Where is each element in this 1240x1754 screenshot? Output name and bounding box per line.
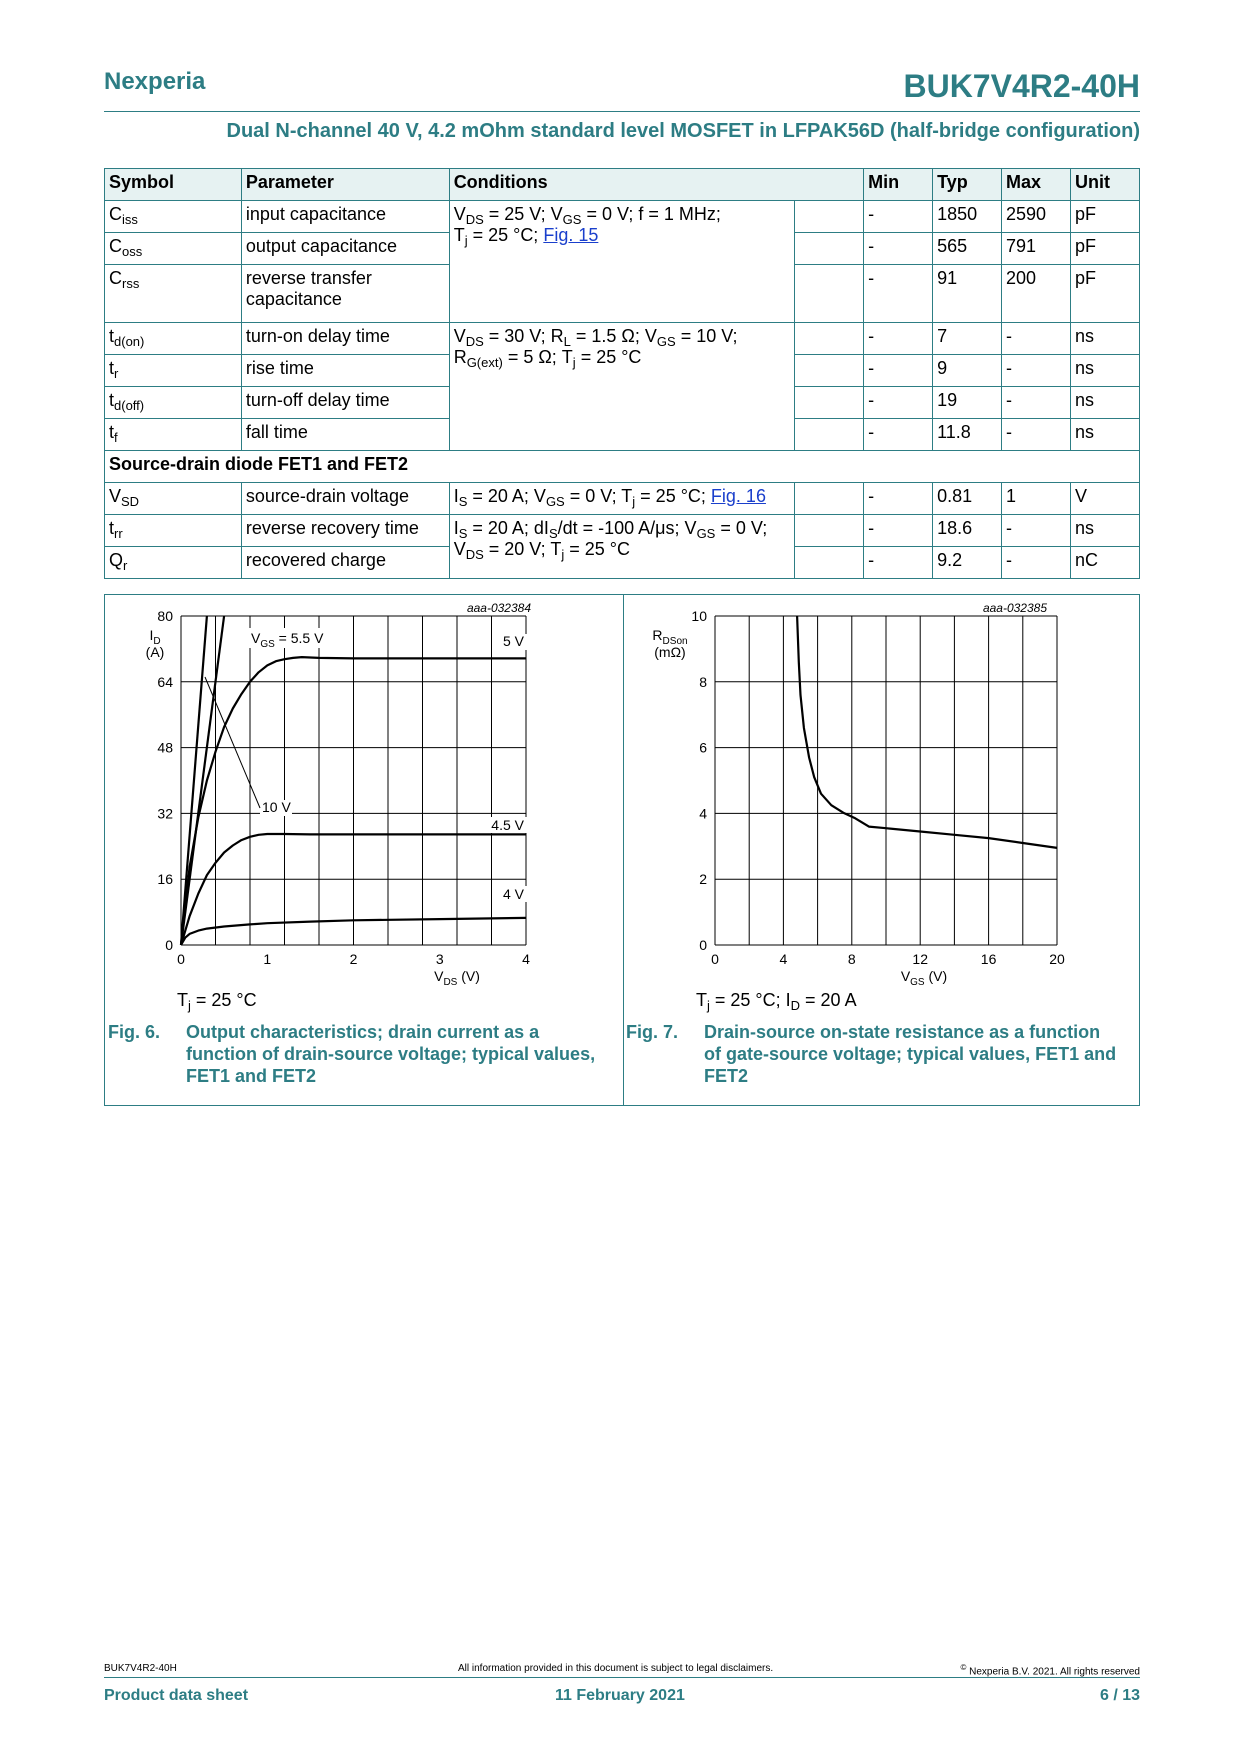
cond-text: I xyxy=(453,518,459,538)
symbol-cell xyxy=(105,355,242,387)
y-label-main: R xyxy=(652,627,663,643)
y-tick-label: 48 xyxy=(157,739,173,756)
symbol-subscript: rss xyxy=(122,276,140,291)
symbol-subscript: f xyxy=(114,430,118,445)
max-cell: - xyxy=(1002,355,1071,387)
x-label-sub: DS xyxy=(443,977,458,988)
series-label-part: V xyxy=(251,630,261,646)
max-cell: - xyxy=(1002,547,1071,579)
parameter-cell: fall time xyxy=(241,419,449,451)
x-tick-label: 4 xyxy=(779,951,788,967)
empty-cell xyxy=(795,547,864,579)
cond-text: = 0 V; xyxy=(715,518,768,538)
chart-ticks xyxy=(157,608,530,967)
parameter-cell: recovered charge xyxy=(241,547,449,579)
symbol-subscript: r xyxy=(114,366,119,381)
cond-text: V xyxy=(453,326,466,346)
fig7-condition xyxy=(696,990,857,1011)
conditions-cell-vsd xyxy=(449,483,795,515)
fig7-caption xyxy=(626,1021,1136,1091)
y-label-sub: DSon xyxy=(662,636,688,647)
cond-sub: j xyxy=(707,998,710,1013)
min-cell: - xyxy=(864,201,933,233)
symbol-cell xyxy=(105,419,242,451)
min-cell: - xyxy=(864,547,933,579)
y-tick-label: 10 xyxy=(691,608,707,624)
cond-text: = 1.5 Ω; V xyxy=(570,326,657,346)
x-tick-label: 8 xyxy=(847,951,856,967)
typ-cell: 9 xyxy=(933,355,1002,387)
y-tick-label: 0 xyxy=(699,937,707,953)
series-label-sub: GS xyxy=(260,639,275,650)
characteristics-table xyxy=(104,168,1140,579)
max-cell: - xyxy=(1002,323,1071,355)
max-cell: 200 xyxy=(1002,265,1071,323)
header-min: Min xyxy=(864,169,933,201)
cond-text: = 25 °C; I xyxy=(709,990,791,1010)
unit-cell: ns xyxy=(1070,515,1139,547)
symbol-text: t xyxy=(109,390,115,410)
parameter-cell: rise time xyxy=(241,355,449,387)
typ-cell: 91 xyxy=(933,265,1002,323)
y-tick-label: 0 xyxy=(165,937,173,953)
max-cell: - xyxy=(1002,515,1071,547)
cond-text: = 25 °C; xyxy=(635,486,711,506)
cond-text: = 30 V; R xyxy=(483,326,564,346)
unit-cell: ns xyxy=(1070,419,1139,451)
y-tick-label: 6 xyxy=(699,739,707,756)
symbol-cell xyxy=(105,265,242,323)
y-label-sub: D xyxy=(153,636,161,647)
symbol-text: V xyxy=(109,486,122,506)
unit-cell: ns xyxy=(1070,355,1139,387)
x-tick-label: 2 xyxy=(349,951,358,967)
cond-sub: j xyxy=(561,547,565,562)
x-tick-label: 4 xyxy=(522,951,530,967)
footer-divider xyxy=(104,1677,1140,1678)
series-label-10v: 10 V xyxy=(262,799,291,815)
typ-cell: 565 xyxy=(933,233,1002,265)
symbol-text: Q xyxy=(109,550,124,570)
chart-id-label: aaa-032384 xyxy=(466,601,531,615)
symbol-cell xyxy=(105,483,242,515)
min-cell: - xyxy=(864,355,933,387)
header-unit: Unit xyxy=(1070,169,1139,201)
caption-line: Output characteristics; drain current as a xyxy=(186,1022,540,1042)
symbol-cell xyxy=(105,233,242,265)
cond-text: = 25 °C; xyxy=(467,225,544,245)
cond-text: = 25 °C xyxy=(564,539,630,559)
footer-doc-id: BUK7V4R2-40H xyxy=(104,1663,177,1674)
symbol-cell xyxy=(105,323,242,355)
typ-cell: 7 xyxy=(933,323,1002,355)
footer-disclaimer: All information provided in this document is subject to legal disclaimers. xyxy=(458,1663,774,1674)
section-title: Source-drain diode FET1 and FET2 xyxy=(105,451,1140,483)
unit-cell: pF xyxy=(1070,265,1139,323)
cond-text: T xyxy=(453,225,465,245)
empty-cell xyxy=(795,419,864,451)
cond-text: = 5 Ω; T xyxy=(502,347,573,367)
footer-copyright xyxy=(960,1663,1140,1677)
fig-15-link[interactable]: Fig. 15 xyxy=(543,225,599,245)
footer-doc-type: Product data sheet xyxy=(104,1687,249,1704)
y-tick-label: 64 xyxy=(157,673,173,690)
empty-cell xyxy=(795,201,864,233)
y-tick-label: 2 xyxy=(699,871,707,888)
cond-sub: G(ext) xyxy=(466,355,503,370)
symbol-text: C xyxy=(109,204,122,224)
cond-sub: GS xyxy=(656,334,676,349)
x-axis-label xyxy=(434,968,480,988)
parameter-cell: reverse recovery time xyxy=(241,515,449,547)
symbol-subscript: r xyxy=(123,558,128,573)
chart-ticks xyxy=(691,608,1065,967)
symbol-cell xyxy=(105,387,242,419)
fig-16-link[interactable]: Fig. 16 xyxy=(710,486,766,506)
symbol-subscript: d(off) xyxy=(114,398,145,413)
copyright-text: Nexperia B.V. 2021. All rights reserved xyxy=(966,1666,1140,1678)
cond-sub: S xyxy=(458,526,468,541)
conditions-cell-switching xyxy=(449,323,795,451)
x-tick-label: 3 xyxy=(435,951,444,967)
table-row xyxy=(105,201,1140,233)
x-tick-label: 0 xyxy=(711,951,719,967)
caption-line: FET2 xyxy=(704,1066,749,1086)
parameter-cell: source-drain voltage xyxy=(241,483,449,515)
cond-sub: GS xyxy=(696,526,716,541)
cond-sub: j xyxy=(464,233,468,248)
cond-sub: DS xyxy=(465,212,484,227)
x-label-main: V xyxy=(900,968,911,984)
empty-cell xyxy=(795,483,864,515)
header-parameter: Parameter xyxy=(241,169,449,201)
parameter-cell: reverse transfer capacitance xyxy=(241,265,449,323)
symbol-text: t xyxy=(109,518,115,538)
unit-cell: ns xyxy=(1070,323,1139,355)
cond-text: T xyxy=(696,990,707,1010)
fig7-number: Fig. 7. xyxy=(626,1022,679,1042)
empty-cell xyxy=(795,515,864,547)
part-number: BUK7V4R2-40H xyxy=(903,68,1140,104)
symbol-subscript: rr xyxy=(114,526,123,541)
cond-sub: j xyxy=(632,494,636,509)
min-cell: - xyxy=(864,387,933,419)
header-divider xyxy=(104,111,1140,112)
symbol-cell xyxy=(105,515,242,547)
parameter-cell: turn-on delay time xyxy=(241,323,449,355)
symbol-cell xyxy=(105,547,242,579)
table-row xyxy=(105,323,1140,355)
y-tick-label: 16 xyxy=(157,871,173,888)
document-subtitle: Dual N-channel 40 V, 4.2 mOhm standard level MOSFET in LFPAK56D (half-bridge configuration) xyxy=(226,120,1140,142)
parameter-cell: turn-off delay time xyxy=(241,387,449,419)
cond-text: /dt = -100 A/μs; V xyxy=(557,518,697,538)
series-label-4v: 4 V xyxy=(502,886,524,902)
cond-text: = 20 A; dI xyxy=(467,518,549,538)
fig6-caption xyxy=(108,1021,618,1091)
typ-cell: 18.6 xyxy=(933,515,1002,547)
typ-cell: 0.81 xyxy=(933,483,1002,515)
symbol-subscript: SD xyxy=(121,494,140,509)
cond-sub: S xyxy=(548,526,558,541)
conditions-cell-recovery xyxy=(449,515,795,579)
fig6-number: Fig. 6. xyxy=(108,1022,161,1042)
fig6-condition xyxy=(177,990,257,1011)
typ-cell: 1850 xyxy=(933,201,1002,233)
conditions-cell-capacitance xyxy=(449,201,795,323)
x-tick-label: 16 xyxy=(980,951,997,967)
table-header-row xyxy=(105,169,1140,201)
output-characteristics-chart xyxy=(105,595,623,995)
typ-cell: 9.2 xyxy=(933,547,1002,579)
y-axis-unit: (mΩ) xyxy=(654,644,686,660)
copyright-mark: © xyxy=(960,1663,967,1672)
unit-cell: nC xyxy=(1070,547,1139,579)
series-label-4-5v: 4.5 V xyxy=(491,817,524,833)
symbol-text: C xyxy=(109,268,122,288)
header-symbol: Symbol xyxy=(105,169,242,201)
unit-cell: ns xyxy=(1070,387,1139,419)
empty-cell xyxy=(795,355,864,387)
caption-line: of gate-source voltage; typical values, FET1 and xyxy=(704,1044,1117,1064)
symbol-text: t xyxy=(109,358,115,378)
parameter-cell: input capacitance xyxy=(241,201,449,233)
label-leader-line xyxy=(205,677,260,808)
max-cell: 2590 xyxy=(1002,201,1071,233)
section-row xyxy=(105,451,1140,483)
table-row xyxy=(105,483,1140,515)
x-tick-label: 1 xyxy=(263,951,272,967)
min-cell: - xyxy=(864,515,933,547)
cond-sub: j xyxy=(188,998,191,1013)
chart-grid xyxy=(715,616,1057,945)
cond-text: = 20 A xyxy=(800,990,857,1010)
header-typ: Typ xyxy=(933,169,1002,201)
y-tick-label: 4 xyxy=(699,805,707,822)
caption-line: FET1 and FET2 xyxy=(186,1066,317,1086)
x-label-sub: GS xyxy=(910,977,925,988)
cond-text: = 20 A; V xyxy=(467,486,546,506)
cond-sub: GS xyxy=(562,212,582,227)
y-tick-label: 80 xyxy=(157,608,173,624)
symbol-text: C xyxy=(109,236,122,256)
empty-cell xyxy=(795,323,864,355)
cond-sub: DS xyxy=(465,547,484,562)
x-tick-label: 20 xyxy=(1049,951,1065,967)
chart-id-label: aaa-032385 xyxy=(982,601,1047,615)
symbol-cell xyxy=(105,201,242,233)
y-label-main: I xyxy=(149,627,154,643)
header-conditions xyxy=(449,169,863,201)
chart-grid xyxy=(181,616,526,945)
cond-text: = 25 °C xyxy=(190,990,257,1010)
cond-text: = 10 V; xyxy=(675,326,738,346)
x-label-unit: (V) xyxy=(457,968,480,984)
symbol-subscript: d(on) xyxy=(114,334,145,349)
symbol-text: t xyxy=(109,422,115,442)
cond-text: R xyxy=(453,347,467,367)
x-label-unit: (V) xyxy=(924,968,948,984)
max-cell: 791 xyxy=(1002,233,1071,265)
x-tick-label: 0 xyxy=(177,951,185,967)
header-conditions-label: Conditions xyxy=(453,172,548,192)
cond-text: = 0 V; T xyxy=(564,486,633,506)
footer-page: 6 / 13 xyxy=(1099,1687,1140,1704)
series-label-part: = 5.5 V xyxy=(274,630,324,646)
x-axis-label xyxy=(901,968,947,988)
symbol-subscript: iss xyxy=(122,212,138,227)
empty-cell xyxy=(795,233,864,265)
min-cell: - xyxy=(864,419,933,451)
unit-cell: pF xyxy=(1070,233,1139,265)
empty-cell xyxy=(795,387,864,419)
empty-cell xyxy=(795,265,864,323)
cond-sub: GS xyxy=(545,494,565,509)
min-cell: - xyxy=(864,323,933,355)
cond-sub: DS xyxy=(465,334,484,349)
x-tick-label: 12 xyxy=(912,951,928,967)
series-label-5v: 5 V xyxy=(502,633,524,649)
y-tick-label: 32 xyxy=(157,805,173,822)
min-cell: - xyxy=(864,265,933,323)
brand-logo-text: Nexperia xyxy=(104,68,206,95)
cond-sub: S xyxy=(458,494,468,509)
symbol-text: t xyxy=(109,326,115,346)
max-cell: - xyxy=(1002,387,1071,419)
min-cell: - xyxy=(864,233,933,265)
figures-box xyxy=(104,594,1140,1106)
typ-cell: 19 xyxy=(933,387,1002,419)
caption-line: Drain-source on-state resistance as a function xyxy=(704,1022,1101,1042)
footer-date: 11 February 2021 xyxy=(555,1687,685,1704)
x-label-main: V xyxy=(434,968,444,984)
cond-text: = 20 V; T xyxy=(483,539,562,559)
cond-text: V xyxy=(453,204,466,224)
cond-text: V xyxy=(453,539,466,559)
caption-line: function of drain-source voltage; typical values, xyxy=(186,1044,596,1064)
cond-text: I xyxy=(453,486,459,506)
cond-sub: L xyxy=(563,334,571,349)
parameter-cell: output capacitance xyxy=(241,233,449,265)
typ-cell: 11.8 xyxy=(933,419,1002,451)
table-row xyxy=(105,515,1140,547)
rdson-vs-vgs-chart xyxy=(624,595,1139,995)
unit-cell: V xyxy=(1070,483,1139,515)
symbol-subscript: oss xyxy=(122,244,143,259)
cond-sub: j xyxy=(572,355,576,370)
max-cell: - xyxy=(1002,419,1071,451)
cond-sub: D xyxy=(790,998,801,1013)
y-axis-unit: (A) xyxy=(145,644,165,660)
unit-cell: pF xyxy=(1070,201,1139,233)
cond-text: = 25 V; V xyxy=(483,204,563,224)
cond-text: = 25 °C xyxy=(575,347,642,367)
cond-text: = 0 V; f = 1 MHz; xyxy=(581,204,721,224)
cond-text: T xyxy=(177,990,188,1010)
min-cell: - xyxy=(864,483,933,515)
y-tick-label: 8 xyxy=(699,673,707,690)
header-max: Max xyxy=(1002,169,1071,201)
max-cell: 1 xyxy=(1002,483,1071,515)
